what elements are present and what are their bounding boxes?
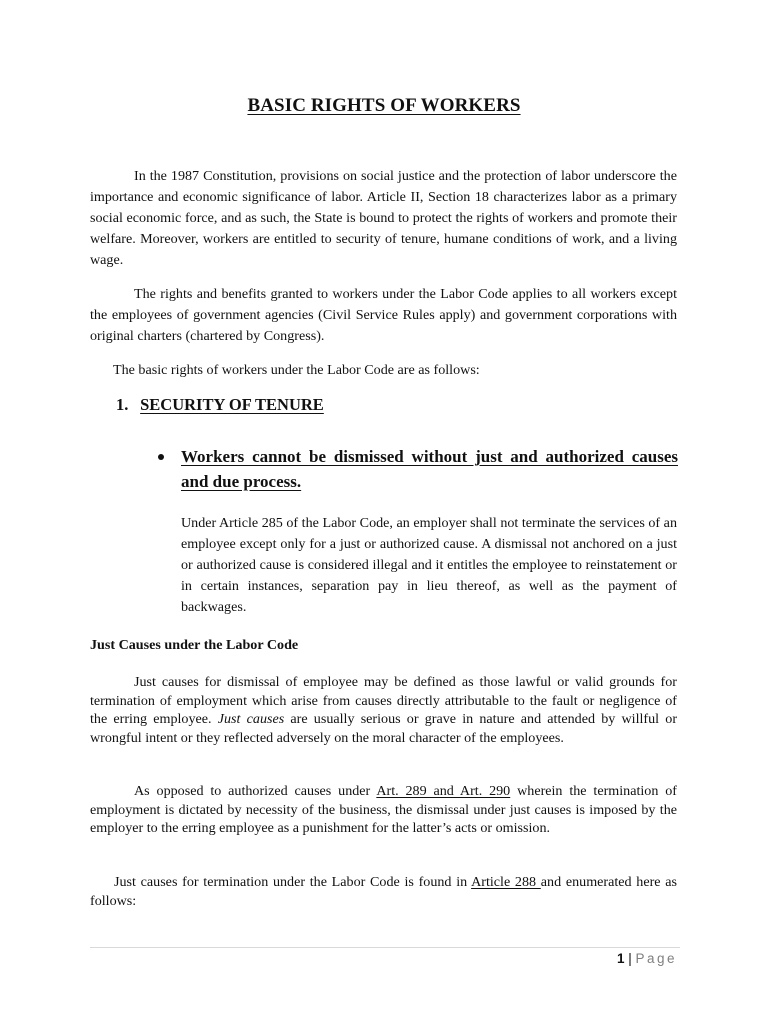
footer-divider	[90, 947, 680, 948]
authorized-text-start: As opposed to authorized causes under	[134, 783, 377, 799]
definition-italic-term: Just causes	[217, 711, 285, 727]
just-causes-heading: Just Causes under the Labor Code	[90, 637, 299, 653]
intro-paragraph	[90, 166, 677, 271]
definition-text-start: Just causes for dismissal of employee may be defined as those lawful or valid grounds for termination of employment which arise from causes directly attributable to the fault or negligence of the erring employee.	[90, 674, 677, 727]
article-288-text-start: Just causes for termination under the Labor Code is found in	[114, 874, 472, 890]
coverage-paragraph-text: The rights and benefits granted to workers under the Labor Code applies to all workers except the employees of government agencies (Civil Service Rules apply) and government corporations with original charters (chartered by Congress).	[90, 286, 677, 344]
page-separator: |	[624, 951, 636, 966]
page-label: Page	[635, 951, 677, 966]
authorized-text-end: wherein the termination of employment is dictated by necessity of the business, the dismissal under just causes is imposed by the employer to the erring employee as a punishment for the latter’s acts or omission.	[90, 783, 677, 836]
intro-paragraph-text: In the 1987 Constitution, provisions on social justice and the protection of labor underscore the importance and economic significance of labor. Article II, Section 18 characterizes labor as a primary social economic force, and as such, the State is bound to protect the rights of workers and promote their welfare. Moreover, workers are entitled to security of tenure, humane conditions of work, and a living wage.	[90, 168, 677, 268]
article-288-text-end: and enumerated here as follows:	[90, 874, 677, 909]
article-285-paragraph: Under Article 285 of the Labor Code, an employer shall not terminate the services of an employee except only for a just or authorized cause. A dismissal not anchored on a just or authorized cause is considered illegal and it entitles the employee to reinstatement or in certain instances, separation pay in lieu thereof, as well as the payment of backwages.	[181, 515, 677, 615]
article-289-290-link[interactable]: Art. 289 and Art. 290	[376, 783, 511, 799]
page-footer	[560, 951, 677, 966]
bullet-icon	[158, 454, 164, 460]
section-heading-security-of-tenure	[116, 395, 324, 415]
page-number: 1	[616, 951, 625, 966]
document-title: BASIC RIGHTS OF WORKERS	[247, 95, 521, 116]
section-heading-text: SECURITY OF TENURE	[140, 395, 324, 414]
bullet-text: Workers cannot be dismissed without just and authorized causes and due process.	[181, 447, 678, 491]
definition-text-end: are usually serious or grave in nature and attended by willful or wrongful intent or they reflected adversely on the moral character of the employees.	[90, 711, 678, 746]
coverage-paragraph	[90, 284, 677, 347]
article-288-link[interactable]: Article 288	[471, 874, 541, 890]
section-number: 1.	[116, 395, 129, 414]
rights-intro-paragraph: The basic rights of workers under the Labor Code are as follows:	[113, 362, 480, 378]
just-causes-definition-paragraph	[90, 673, 677, 747]
article-288-paragraph	[90, 873, 677, 910]
authorized-causes-paragraph	[90, 782, 677, 838]
